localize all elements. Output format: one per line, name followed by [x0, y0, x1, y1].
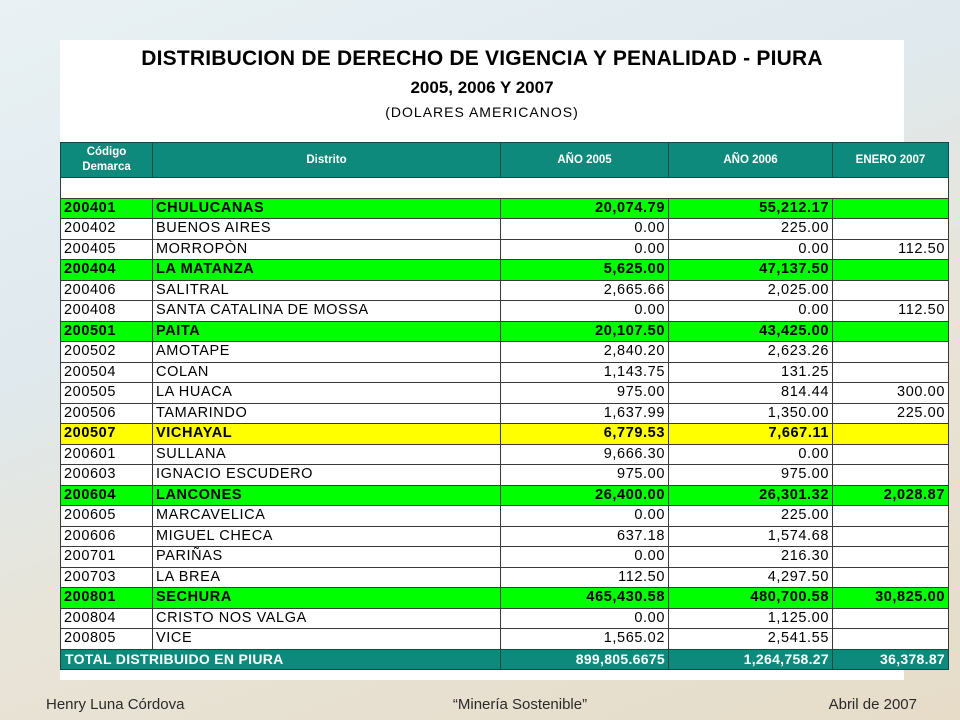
table-row	[61, 444, 949, 465]
cell-year-2006: 1,125.00	[669, 608, 833, 629]
cell-year-2006: 975.00	[669, 465, 833, 486]
table-row	[61, 219, 949, 240]
cell-code: 200603	[61, 465, 153, 486]
cell-code: 200703	[61, 567, 153, 588]
cell-district: LA BREA	[153, 567, 501, 588]
cell-year-2006: 2,541.55	[669, 629, 833, 650]
table-row	[61, 301, 949, 322]
table-row	[61, 629, 949, 650]
table-row	[61, 608, 949, 629]
cell-year-2006: 2,623.26	[669, 342, 833, 363]
table-row	[61, 526, 949, 547]
table-row	[61, 567, 949, 588]
table-row	[61, 506, 949, 527]
cell-district: TAMARINDO	[153, 403, 501, 424]
cell-code: 200804	[61, 608, 153, 629]
cell-year-2005: 975.00	[501, 465, 669, 486]
header-code-line1: Código	[86, 146, 127, 158]
table-row	[61, 342, 949, 363]
table-row	[61, 239, 949, 260]
cell-district: SECHURA	[153, 588, 501, 609]
total-january-2007: 36,378.87	[833, 649, 949, 670]
header-code	[61, 143, 153, 178]
header-spacer	[61, 178, 949, 199]
table-row	[61, 280, 949, 301]
cell-january-2007	[833, 260, 949, 281]
cell-year-2006: 814.44	[669, 383, 833, 404]
total-year-2006: 1,264,758.27	[669, 649, 833, 670]
cell-year-2005: 1,143.75	[501, 362, 669, 383]
footer-theme: “Minería Sostenible”	[452, 696, 588, 713]
cell-code: 200505	[61, 383, 153, 404]
cell-year-2006: 0.00	[669, 239, 833, 260]
cell-year-2006: 55,212.17	[669, 198, 833, 219]
table-row	[61, 260, 949, 281]
cell-district: MARCAVELICA	[153, 506, 501, 527]
cell-district: IGNACIO ESCUDERO	[153, 465, 501, 486]
cell-january-2007: 300.00	[833, 383, 949, 404]
cell-january-2007	[833, 567, 949, 588]
cell-january-2007: 2,028.87	[833, 485, 949, 506]
cell-district: MORROPÒN	[153, 239, 501, 260]
cell-code: 200801	[61, 588, 153, 609]
cell-year-2005: 0.00	[501, 219, 669, 240]
total-year-2005: 899,805.6675	[501, 649, 669, 670]
cell-district: AMOTAPE	[153, 342, 501, 363]
cell-district: VICE	[153, 629, 501, 650]
table-row	[61, 403, 949, 424]
header-year-2006: AÑO 2006	[669, 143, 833, 178]
cell-year-2005: 975.00	[501, 383, 669, 404]
cell-year-2005: 5,625.00	[501, 260, 669, 281]
cell-district: SULLANA	[153, 444, 501, 465]
cell-year-2006: 225.00	[669, 219, 833, 240]
cell-year-2006: 1,350.00	[669, 403, 833, 424]
cell-year-2005: 2,840.20	[501, 342, 669, 363]
cell-code: 200402	[61, 219, 153, 240]
footer-author: Henry Luna Córdova	[46, 696, 185, 713]
cell-january-2007: 112.50	[833, 301, 949, 322]
header-district: Distrito	[153, 143, 501, 178]
cell-year-2005: 0.00	[501, 547, 669, 568]
header-january-2007: ENERO 2007	[833, 143, 949, 178]
cell-code: 200506	[61, 403, 153, 424]
cell-year-2006: 7,667.11	[669, 424, 833, 445]
footer-bar	[0, 690, 960, 720]
table-row	[61, 485, 949, 506]
cell-year-2005: 637.18	[501, 526, 669, 547]
cell-year-2006: 0.00	[669, 444, 833, 465]
cell-year-2006: 225.00	[669, 506, 833, 527]
cell-year-2006: 4,297.50	[669, 567, 833, 588]
table-row	[61, 321, 949, 342]
cell-district: BUENOS AIRES	[153, 219, 501, 240]
cell-year-2005: 0.00	[501, 506, 669, 527]
cell-january-2007	[833, 198, 949, 219]
cell-code: 200504	[61, 362, 153, 383]
cell-code: 200401	[61, 198, 153, 219]
cell-year-2005: 465,430.58	[501, 588, 669, 609]
cell-district: SALITRAL	[153, 280, 501, 301]
cell-january-2007	[833, 280, 949, 301]
cell-code: 200507	[61, 424, 153, 445]
cell-january-2007	[833, 342, 949, 363]
cell-code: 200701	[61, 547, 153, 568]
cell-january-2007: 225.00	[833, 403, 949, 424]
cell-year-2006: 216.30	[669, 547, 833, 568]
slide-subtitle: 2005, 2006 Y 2007	[410, 78, 554, 97]
cell-january-2007: 112.50	[833, 239, 949, 260]
cell-january-2007	[833, 321, 949, 342]
table-row	[61, 588, 949, 609]
cell-year-2005: 112.50	[501, 567, 669, 588]
distribution-table	[60, 142, 949, 670]
currency-units: (DOLARES AMERICANOS)	[385, 104, 579, 120]
cell-year-2005: 20,107.50	[501, 321, 669, 342]
table-row	[61, 465, 949, 486]
cell-district: CRISTO NOS VALGA	[153, 608, 501, 629]
cell-district: SANTA CATALINA DE MOSSA	[153, 301, 501, 322]
cell-year-2006: 26,301.32	[669, 485, 833, 506]
cell-january-2007	[833, 465, 949, 486]
cell-year-2006: 43,425.00	[669, 321, 833, 342]
cell-district: LA MATANZA	[153, 260, 501, 281]
table-row	[61, 547, 949, 568]
cell-code: 200605	[61, 506, 153, 527]
cell-code: 200805	[61, 629, 153, 650]
header-year-2005: AÑO 2005	[501, 143, 669, 178]
cell-district: LA HUACA	[153, 383, 501, 404]
cell-january-2007	[833, 444, 949, 465]
cell-january-2007	[833, 506, 949, 527]
table-row	[61, 424, 949, 445]
cell-code: 200601	[61, 444, 153, 465]
cell-year-2006: 0.00	[669, 301, 833, 322]
cell-year-2006: 2,025.00	[669, 280, 833, 301]
cell-january-2007	[833, 362, 949, 383]
table-row	[61, 383, 949, 404]
cell-district: VICHAYAL	[153, 424, 501, 445]
cell-district: PARIÑAS	[153, 547, 501, 568]
cell-year-2005: 2,665.66	[501, 280, 669, 301]
total-label: TOTAL DISTRIBUIDO EN PIURA	[61, 649, 501, 670]
cell-year-2005: 0.00	[501, 608, 669, 629]
cell-year-2005: 1,565.02	[501, 629, 669, 650]
cell-code: 200502	[61, 342, 153, 363]
cell-code: 200604	[61, 485, 153, 506]
cell-january-2007	[833, 424, 949, 445]
cell-january-2007	[833, 608, 949, 629]
cell-code: 200408	[61, 301, 153, 322]
cell-year-2005: 9,666.30	[501, 444, 669, 465]
cell-year-2005: 6,779.53	[501, 424, 669, 445]
cell-january-2007: 30,825.00	[833, 588, 949, 609]
cell-year-2006: 131.25	[669, 362, 833, 383]
cell-code: 200404	[61, 260, 153, 281]
cell-code: 200501	[61, 321, 153, 342]
cell-year-2005: 0.00	[501, 239, 669, 260]
total-row	[61, 649, 949, 670]
cell-year-2005: 20,074.79	[501, 198, 669, 219]
cell-year-2006: 47,137.50	[669, 260, 833, 281]
cell-year-2006: 480,700.58	[669, 588, 833, 609]
cell-code: 200606	[61, 526, 153, 547]
table-row	[61, 198, 949, 219]
cell-district: CHULUCANAS	[153, 198, 501, 219]
cell-year-2005: 1,637.99	[501, 403, 669, 424]
cell-january-2007	[833, 526, 949, 547]
cell-code: 200405	[61, 239, 153, 260]
cell-district: LANCONES	[153, 485, 501, 506]
table-body	[61, 178, 949, 650]
header-code-line2: Demarca	[82, 161, 131, 173]
slide-title: DISTRIBUCION DE DERECHO DE VIGENCIA Y PENALIDAD - PIURA	[141, 47, 823, 70]
cell-district: COLAN	[153, 362, 501, 383]
table-row	[61, 362, 949, 383]
cell-year-2005: 26,400.00	[501, 485, 669, 506]
cell-january-2007	[833, 547, 949, 568]
cell-year-2006: 1,574.68	[669, 526, 833, 547]
table-header-row	[61, 143, 949, 178]
cell-district: PAITA	[153, 321, 501, 342]
cell-code: 200406	[61, 280, 153, 301]
cell-january-2007	[833, 219, 949, 240]
cell-year-2005: 0.00	[501, 301, 669, 322]
cell-january-2007	[833, 629, 949, 650]
footer-date: Abril de 2007	[828, 696, 917, 713]
cell-district: MIGUEL CHECA	[153, 526, 501, 547]
